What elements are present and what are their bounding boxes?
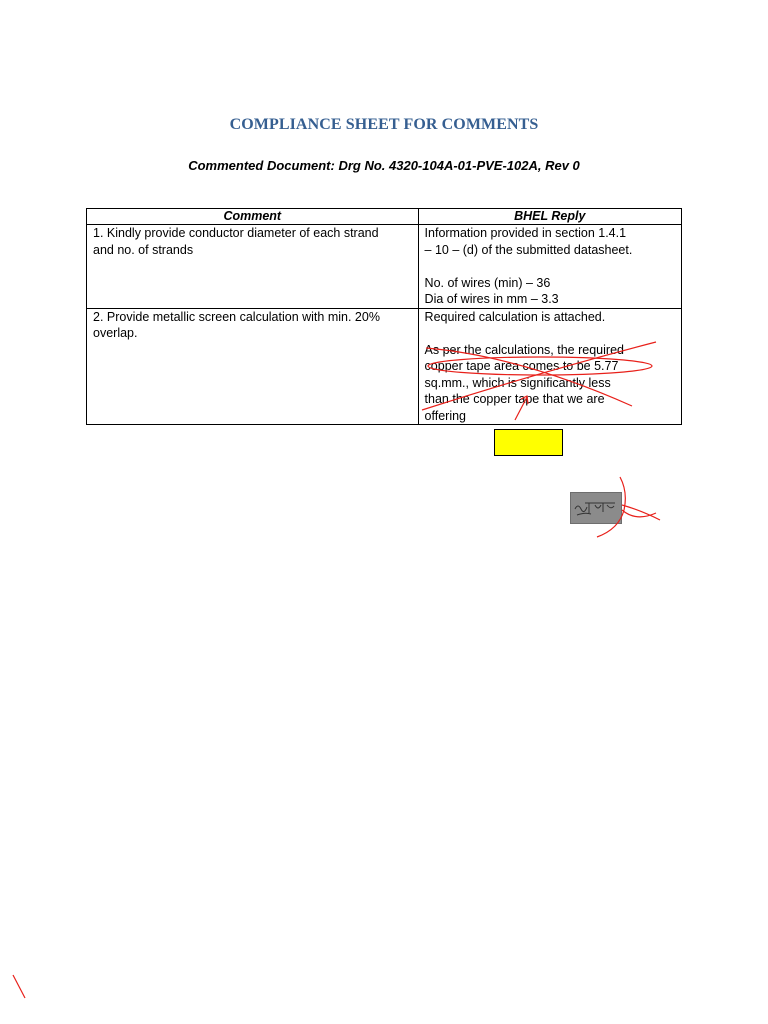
comment-cell xyxy=(87,308,419,425)
document-subtitle: Commented Document: Drg No. 4320-104A-01-PVE-102A, Rev 0 xyxy=(188,158,580,173)
reply-line: sq.mm., which is significantly less xyxy=(424,375,611,390)
reply-line: No. of wires (min) – 36 xyxy=(424,275,551,290)
table-row xyxy=(87,225,682,309)
reply-cell xyxy=(418,308,681,425)
reply-line: copper tape area comes to be 5.77 xyxy=(424,359,619,373)
reply-line: As per the calculations, the required xyxy=(424,342,624,357)
reply-cell xyxy=(418,225,681,309)
header-bhel-reply: BHEL Reply xyxy=(418,209,681,225)
comment-line: overlap. xyxy=(93,326,138,340)
signature-stamp xyxy=(570,492,622,524)
reply-line: offering xyxy=(424,408,467,423)
tick-mark xyxy=(13,975,25,998)
reply-line: Required calculation is attached. xyxy=(424,309,606,324)
comment-cell xyxy=(87,225,419,309)
table-header-row xyxy=(87,209,682,225)
comment-line: 1. Kindly provide conductor diameter of each strand xyxy=(93,226,379,240)
compliance-table xyxy=(86,208,682,425)
reply-line: Dia of wires in mm – 3.3 xyxy=(424,292,559,306)
comment-line: 2. Provide metallic screen calculation with min. 20% xyxy=(93,309,380,324)
reply-line: – 10 – (d) of the submitted datasheet. xyxy=(424,242,633,257)
comment-line: and no. of strands xyxy=(93,242,194,257)
reply-line: Information provided in section 1.4.1 xyxy=(424,226,627,240)
table-row xyxy=(87,308,682,425)
document-title: COMPLIANCE SHEET FOR COMMENTS xyxy=(229,116,539,133)
handwritten-signature-icon xyxy=(571,493,621,523)
yellow-highlight-box xyxy=(494,429,563,456)
header-comment: Comment xyxy=(87,209,419,225)
reply-line: than the copper tape that we are xyxy=(424,392,605,406)
